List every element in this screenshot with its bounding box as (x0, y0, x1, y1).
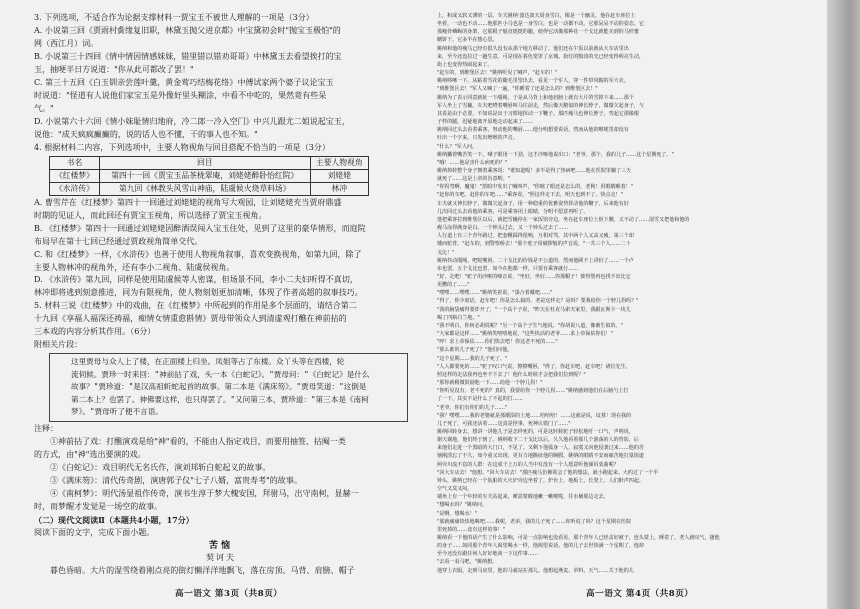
q4-option-line: 主要人物林冲的视角外，还有李小二视角、陆虞侯视角。 (34, 262, 235, 272)
question-3-stem: 3. 下列选项，不适合作为论据支撑材料一贾宝玉不被世人理解的一项是（3分） (34, 13, 314, 22)
story-line: 姚纳抖动缰绳，吧哒嘴唇。二十戈比的价钱是不公道的，然而他顾不上讲价了……一个卢 (437, 257, 634, 264)
note-line: ②《白蛇记》：戏目明代无名氏作，演刘邦斩白蛇起义的故事。 (50, 462, 271, 472)
story-line: "什么？"军人问。 (437, 143, 477, 150)
q4-option-line: 布局早在第十七回已经通过贾政视角简单交代。 (34, 236, 203, 246)
story-line: 里死掉的……竟有这样的事！" (437, 526, 505, 533)
story-line: 姚纳掉转整个身子朝着乘客说："谁知道呢！多半是得了热病吧……他在医院里躺了三天 (437, 167, 632, 174)
question-5-line: 5. 材料三说《红楼梦》中的戏曲，在《红楼梦》中所起到的作用是多个层面的，请结合第二 (34, 301, 357, 311)
story-line: 更糟的了……" (437, 282, 470, 289)
story-line: 姚纳看一下他的话产生了什么影响，可是一点影响也没看见。那个青年人已经盖好被子，连头蒙上，睡着了。老人就叹气，搔他 (437, 535, 720, 541)
story-line: 他把乘客拉到维堡区以后，就把雪橇停在一家饭馆旁边，坐在赶车座位上伛下腰，又不动了……湿雪又把他和他的 (437, 216, 690, 223)
story-line: 恼刚淡忘了不久，如今重又出现，更有力地撕扯他的胸膛。姚纳的眼睛不安而痛苦地打量街道 (437, 453, 644, 460)
story-line: 军人坐上了雪橇。车夫吧嗒着嘴唇叫马往前走，然后像天鹅似的伸长脖子，微微欠起身子，与 (437, 102, 644, 109)
table-header-perspective: 主要人物视角 (310, 156, 368, 169)
story-line: "哦！……他是害什么病死的？" (437, 159, 508, 166)
q3-option-line: 时说道："怪道有人说他们家宝玉是外像好里头糊涂，中看不中吃的，果然竟有些呆 (34, 90, 327, 100)
story-line: 来他们走进一个黑暗的大门口，不见了。又剩下他孤身一人，寂寞又向他侵袭过来……他的苦 (437, 445, 644, 452)
table-header-book: 书名 (50, 156, 100, 169)
q3-option-line: B. 小说第三十四回《情中情因情感妹妹，错里错以错劝哥哥》中林黛玉去看望挨打的宝 (34, 51, 342, 61)
story-line: "那么谁的儿子死了？"他们问他。 (437, 347, 513, 354)
section-2-heading: （二）现代文阅读Ⅱ（本题共4小题，17分） (34, 514, 194, 525)
table-cell: 第四十一回《贾宝玉品茶栊翠庵，刘姥姥醉卧怡红院》 (99, 169, 310, 182)
story-line: 的身子……如同那个青年人渴望喝水一样，他渴望说话。他的儿子去世快满一个星期了，他却 (437, 543, 644, 550)
story-line: 姚纳回过头去看着乘客，努动他的嘴唇……他分明想要说话，然而从他的喉咙里却没有 (437, 127, 629, 134)
notes-label: 注释： (34, 423, 59, 433)
story-line: "你拐弯啊，魔鬼！"黑暗中发出了喊叫声，"你瞎了眼还是怎么的，老狗！用眼睛瞧着！" (437, 184, 634, 191)
story-line: "去看一看马吧，"姚纳想。 (437, 559, 498, 566)
story-line: 布也罢，五个戈比也罢，如今在他都一样，只要有乘客就行…… (437, 265, 579, 272)
story-title: 苦恼 (208, 540, 233, 551)
story-line: "赶车的，到维堡区去！"姚纳听见了喊声，"赶车的！" (437, 70, 558, 77)
story-line: 姚纳回转身去，想讲一讲他儿子是怎样死的，可是这时候驼子轻松地吁一口气，声明说， (437, 428, 634, 435)
q3-option-line: 气。" (34, 103, 54, 113)
story-line: 吐出一个字来，只发出咝咝的声音。 (437, 135, 518, 142)
attachment-label: 附相关片段： (34, 340, 83, 350)
story-line: 照这样的走法我再也坐不下去了！他什么时候才会把我们拉到呢？" (437, 371, 586, 378)
story-line: 姚纳和他的瘦马已经有很久没有从那个地方移动了。他们还在午饭以前就从大车店里出 (437, 45, 629, 52)
story-line: 来，至今还没拉过一趟生意。可是现在暮色笼罩了京城。街灯的黯淡的光已经变得明亮生动， (437, 53, 644, 60)
page-footer-left: 高一语文 第3页（共8页） (175, 589, 283, 599)
table-cell: 《水浒传》 (50, 182, 100, 195)
story-line: 墙角上有一个年轻的车夫站起来，睡意蒙眬地嗽一嗽喉咙，往水桶那边走去。 (437, 494, 609, 501)
chapter-table (49, 156, 369, 196)
note-line: ④《南柯梦》：明代汤显祖作传奇，演书生淳于梦大槐安国，拜驸马，出守南柯，显赫一 (50, 488, 359, 498)
attachment-line: 梦》。"贾母听了便不言语。 (71, 407, 163, 417)
story-line: 空气又臭又闷。 (437, 486, 473, 493)
q4-option-line: A. 曹雪芹在《红楼梦》第四十一回通过刘姥姥的视角写大观园，让刘姥姥充当贾府鼎盛 (34, 197, 342, 207)
story-line: 人行道上有三个青年路过，把套靴踩得很响，互相对骂，其中两个人又高又瘦，第三个却 (437, 233, 634, 240)
q3-option-line: 网（西江月）词。 (34, 38, 99, 48)
note-line: 时，而梦醒才发觉是一场空的故事。 (34, 501, 163, 511)
story-line: 坐着，一动也不动……他那匹小马也是一身雪白，也是一动都不动。它那呆呆不动的姿态、它 (437, 21, 644, 28)
question-5-line: 三本戏的内容分析其作用。（6分） (34, 327, 156, 337)
note-line: 的方式，由"神"选出要演的戏。 (34, 449, 146, 459)
story-line: "想喝水吗？"姚纳问。 (437, 502, 488, 509)
story-line: 几次回过头去看他的乘客，可是乘客闭上眼睛，分明不愿意再听了。 (437, 208, 589, 215)
q3-option-line: C. 第三十五回《白玉钏亲尝莲叶羹，黄金莺巧结梅花络》中傅试家两个婆子议论宝玉 (34, 77, 334, 87)
q4-option-line: D. 《水浒传》第九回，同样是使用陆虞候等人密谋，但场景不同，李小二夫妇听得不真切， (34, 275, 358, 285)
story-line: 谢天谢地，他们终于到了。姚纳收下二十戈比以后，久久地看着那几个游荡的人的背影，后 (437, 437, 639, 444)
story-line: 矮而驼背。"赶车的，到警察桥去！"那个驼子用破锣般的声音说，"一共三个人……二十 (437, 241, 631, 248)
story-line: "得了，你少废话，赶车吧！你是怎么搞的，老是这样走？是吗？要我给你一个脖儿拐吗？" (437, 298, 639, 305)
note-line: ①神前拈了戏：打醮演戏是给"神"看的，不能由人指定戏目，而要用抽签、拈阄一类 (50, 436, 346, 446)
story-line: 上，积成又软又薄的一层。车夫姚纳·波达波夫周身雪白，像是一个幽灵。他在赶车座位上 (437, 13, 636, 19)
note-line: ③《满床笏》：清代传奇剧，演唐郭子仪"七子八婿，富贵寿考"的故事。 (50, 475, 302, 485)
attachment-line: 故事？"贾珍道："是汉高祖斩蛇起首的故事。第二本是《满床笏》。"贾母笑道："这倒是 (71, 382, 367, 392)
table-cell: 第九回《林教头风雪山神庙，陆虞候火烧草料场》 (99, 182, 310, 195)
page-footer-right: 高一语文 第4页（共8页） (586, 589, 694, 599)
story-line: 儿子死了，可我还活着……这真是怪事，死神认错门了……" (437, 420, 571, 427)
story-line: 车夫就又伸长脖子，微微欠起身子，用一种稳重的优雅姿势挥动他的鞭子。后来他有好 (437, 200, 629, 207)
story-line: "我的脑袋痛得要炸开了，"一个高个子说，"昨天在杜克马索夫家里，我跟瓦斯卡一块儿 (437, 306, 631, 313)
story-line: "你听见没有，老不死的？真的，我要给你一个脖儿拐……"姚纳感到他们在后脑勺上打 (437, 388, 629, 395)
story-line: 其说是由于必要，不如说是出于习惯地挥动一下鞭子。那匹瘦马也伸长脖子，弯起它那像棍 (437, 110, 639, 117)
story-author: 契诃夫 (205, 553, 237, 563)
question-5-line: 十九回《享福人福深还祷福，痴情女情重愈斟情》贾母带领众人到清虚观打醮在神前拈的 (34, 314, 347, 324)
question-4-stem: 4. 根据材料二内容，下列选项中，主要人物视角与回目搭配不恰当的一项是（3分） (34, 142, 330, 152)
story-line: 两旁川流不息的人群：在这成千上万的人当中有没有一个人愿意听他倾诉衷曲呢？ (437, 461, 619, 468)
section-2-instruction: 阅读下面的文字，完成下面小题。 (34, 527, 155, 537)
table-row (50, 182, 369, 195)
story-line: "那就痛痛快快地喝吧……我呢，老弟，我的儿子死了……你听说了吗？这个星期在医院 (437, 518, 632, 525)
table-cell: 刘姥姥 (310, 169, 368, 182)
story-line: 子样的腿，迟疑地离开原地走动起来了…… (437, 119, 533, 126)
attachment-line: 第二本上？也罢了。神佛要这样，也只得罢了。"又问第三本，贾珍道："第三本是《南柯 (71, 394, 369, 404)
q3-option-line: A. 小说第三回《贾雨村夤缘复旧职，林黛玉抛父进京都》中宝黛初会时"抛宝玉极怕"的 (34, 25, 341, 35)
q3-option-line: D. 小说第六十六回《情小妹耻情归地府，冷二郎一冷入空门》中兴儿跟尤二姐说起宝玉， (34, 116, 350, 126)
story-line: 戈比！" (437, 249, 455, 256)
q4-option-line: 林冲即将逃到刻意推进，同为有限视角，使人物刻划更加清晰，体现了作者高超的叙事技巧。 (34, 288, 363, 298)
story-line: 至今还没有跟任何人好好地谈一下这件事…… (437, 551, 538, 558)
story-line: "那你就稍微鼓励他一下……给他一个脖儿拐！" (437, 380, 543, 387)
story-line: 街上也变得热闹起来了。 (437, 61, 493, 68)
q4-option-line: C. 和《红楼梦》一样，《水浒传》也善于使用人物视角叙事，喜欢变换视角，如第九回，除了 (34, 249, 362, 259)
attachment-line: 流伺候。贾珍一时来回："神前拈了戏，头一本《白蛇记》。"贾母问："《白蛇记》是什么 (71, 369, 370, 379)
table-header-chapter: 回目 (99, 156, 310, 169)
q4-option-line: 时期的见证人，而此回还有贾宝玉视角，所以选择了贾宝玉视角。 (34, 210, 267, 220)
story-line: 姚纳撇着嘴苦笑一下，嗓子眼用一下劲，这才沙哑地说出口："老爷，那个，我的儿子……这个星期死了。" (437, 151, 674, 158)
table-cell: 《红楼梦》 (50, 169, 100, 182)
story-line: 姚纳为了表示同意就扯一下缰绳，于是从马背上和他肩膀上就有大片的雪掉下来……那个 (437, 94, 634, 101)
story-line: "我？嘿嘿……我的老婆就是那潮湿的土地……哈哈哈！……这就是说，坟墓！现在我的 (437, 412, 632, 419)
table-row (50, 169, 369, 182)
q3-option-line: 说他："成天疯疯癫癫的，说的话人也不懂，干的事人也不知。" (34, 129, 258, 139)
story-line: 那瘦骨嶙峋的身架、它那根子般直挺挺的腿，使得它活像那种花一个戈比就能买到的马形蜜 (437, 29, 639, 36)
story-line: 他穿上衣服，走到马房里，他的马就站在那儿。他想起燕麦、草料、天气……关于他的儿 (437, 567, 634, 574)
story-line: 糖饼干。它多半在想心思。 (437, 37, 498, 44)
story-line: "赶你的车吧，赶你的车吧……"乘客说，"照这样走下去，明天也到不了。快点走！" (437, 192, 623, 199)
story-line: "这个星期……我的儿子死了。" (437, 355, 508, 362)
left-page (34, 12, 408, 578)
story-line: "我不明白，你何必胡说呢？"另一个高个子生气地说，"你胡说八道，像畜生似的。" (437, 322, 623, 329)
story-line: "大家都是这样……"姚纳笑嘻嘻地说，"这些快活的老爷……求上帝保佑你们！" (437, 331, 613, 338)
attachment-line: 这里贾母与众人上了楼，在正面楼上归坐。凤姐等占了东楼。众丫头等在西楼，轮 (71, 357, 345, 367)
story-line: 姚纳哆嗦一下，从粘着雪花的睫毛里望出去，看见一个军人，穿一件带风帽的军大衣。 (437, 78, 629, 85)
story-line: 了一下，其实不是什么了不起的打…… (437, 396, 523, 403)
table-header-row (50, 156, 369, 169)
story-line: "老爷，你们有你们的儿子……" (437, 404, 508, 411)
q3-option-line: 玉，抽哽半日方说道："你从此可都改了罢！" (34, 64, 194, 74)
attachment-box (49, 353, 408, 422)
story-line: 钟头，姚纳已经在一个肮脏的大火炉旁边坐着了。炉台上，地板上，长凳上，人们鼾声四起。 (437, 477, 644, 484)
right-page (437, 12, 820, 575)
scan-shadow-edge (827, 0, 860, 609)
q4-option-line: B. 《红楼梦》第四十一回通过刘姥姥因醉酒误闯入宝玉住处，见到了这里的豪华情形，而庭院 (34, 223, 366, 233)
story-line: "到维堡区去！"军人又喊了一遍，"你睡着了还是怎么的？到维堡区去！" (437, 86, 598, 93)
story-line: "人人都要死的……"驼子叹口气说，擦擦嘴唇，"得了，你赶车吧，赶车吧！诸位先生， (437, 363, 631, 370)
story-line: "回大车店去！"他想。"回大车店去！"那匹瘦马仿佛领会了他的想法，就小跑起来。大约过了一个半 (437, 469, 659, 476)
story-line: "是啊，想喝水！" (437, 510, 477, 517)
story-line: 就死了……这是上帝的旨意哟。" (437, 176, 510, 183)
story-paragraph: 暮色昏暗。大片的湿雪绕着刚点亮的街灯懒洋洋地飘飞，落在房顶、马背、肩膀、帽子 (50, 566, 355, 576)
story-line: "好，走吧！"驼子用沙哑的嗓音说，"坐好，坐好……你那帽子！彼得堡再也找不出比它 (437, 274, 631, 280)
story-line: 瘦马涂得满身是白。一个钟头过去，又一个钟头过去了…… (437, 225, 569, 232)
table-cell: 林冲 (310, 182, 368, 195)
story-line: 喝了四瓶白兰地。" (437, 314, 480, 321)
story-line: "嘿嘿……嘿嘿……"姚纳笑着说，"凑合着戴吧……" (437, 290, 553, 297)
story-line: "啐！求上帝保佑……你们快去吧！你这老不死的……" (437, 339, 558, 346)
